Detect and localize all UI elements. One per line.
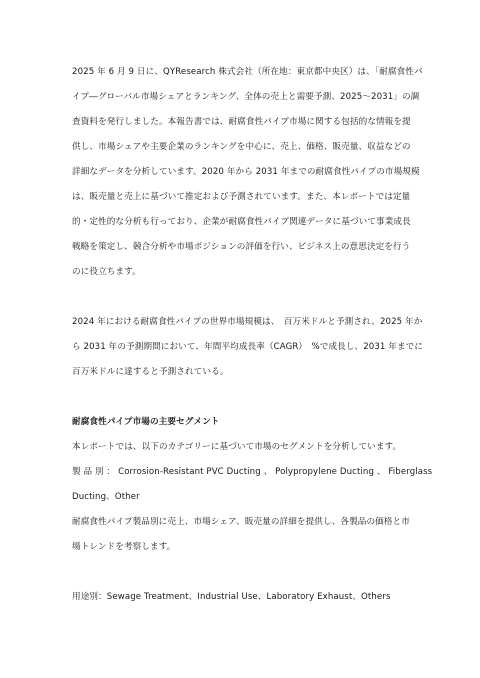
product-line: Ducting、Other — [72, 492, 140, 502]
application-types — [72, 585, 408, 610]
forecast-line: 2024 年における耐腐食性パイプの世界市場規模は、 百万米ドルと予測され、2025 年か — [72, 317, 423, 327]
intro-line: イプ―グローバル市場シェアとランキング、全体の売上と需要予測、2025～2031」の調 — [72, 92, 420, 102]
forecast-line: ら 2031 年の予測期間において、年間平均成長率（CAGR） %で成長し、2031 年までに — [72, 342, 424, 352]
intro-line: 的・定性的な分析も行っており、企業が耐腐食性パイプ関連データに基づいて事業成長 — [72, 217, 411, 227]
segment-intro-text: 本レポートでは、以下のカテゴリーに基づいて市場のセグメントを分析しています。 — [72, 442, 402, 452]
segment-intro — [72, 435, 408, 460]
product-line: 製 品 別 ： Corrosion-Resistant PVC Ducting 、 Polypropylene Ducting 、 Fiberglass — [72, 467, 433, 477]
intro-line: 戦略を策定し、競合分析や市場ポジションの評価を行い、ビジネス上の意思決定を行う — [72, 242, 411, 252]
intro-line: のに役立ちます。 — [72, 267, 141, 277]
intro-line: 詳細なデータを分析しています。2020 年から 2031 年までの耐腐食性パイプの市場規模 — [72, 167, 420, 177]
intro-paragraph — [72, 60, 423, 285]
intro-line: 供し、市場シェアや主要企業のランキングを中心に、売上、価格、販売量、収益などの — [72, 142, 411, 152]
product-detail — [72, 510, 408, 560]
forecast-paragraph — [72, 310, 424, 385]
segment-heading-text: 耐腐食性パイプ市場の主要セグメント — [72, 417, 220, 427]
application-line: 用途別：Sewage Treatment、Industrial Use、Laboratory Exhaust、Others — [72, 592, 391, 602]
intro-line: は、販売量と売上に基づいて推定および予測されています。また、本レポートでは定量 — [72, 192, 411, 202]
intro-line: 査資料を発行しました。本報告書では、耐腐食性パイプ市場に関する包括的な情報を提 — [72, 117, 411, 127]
product-detail-line: 場トレンドを考察します。 — [72, 542, 176, 552]
product-detail-line: 耐腐食性パイプ製品別に売上、市場シェア、販売量の詳細を提供し、各製品の価格と市 — [72, 517, 410, 527]
product-types — [72, 460, 433, 510]
segment-heading — [72, 410, 408, 435]
forecast-line: 百万米ドルに達すると予測されている。 — [72, 367, 229, 377]
intro-line: 2025 年 6 月 9 日に、QYResearch 株式会社（所在地：東京都中央区）は、「耐腐食性パ — [72, 67, 423, 77]
